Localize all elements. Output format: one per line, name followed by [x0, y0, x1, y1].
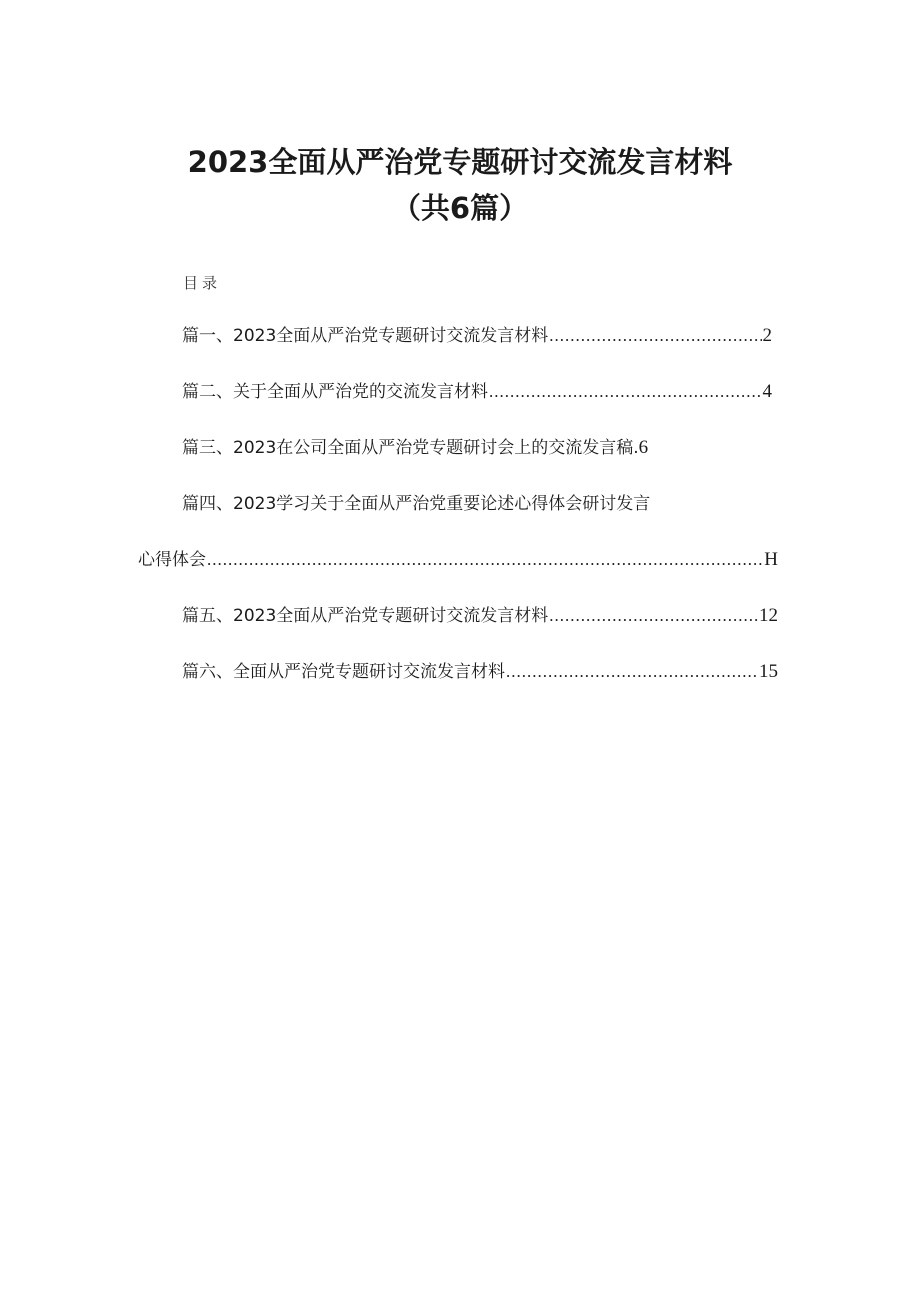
- toc-leader-dots: [207, 548, 763, 572]
- toc-leader-dots: [489, 380, 762, 404]
- toc-entry-label: 篇二、关于全面从严治党的交流发言材料: [182, 382, 488, 402]
- toc-entry-4[interactable]: [138, 548, 778, 572]
- toc-entry-label: 心得体会: [138, 550, 206, 570]
- document-title-line2: （共6篇）: [391, 191, 529, 225]
- toc-leader-dots: [549, 324, 761, 348]
- toc-leader-dots: [506, 660, 758, 684]
- toc-heading: 目录: [183, 274, 222, 292]
- toc-leader-dots: [549, 604, 758, 628]
- document-title-line1: 2023全面从严治党专题研讨交流发言材料: [187, 145, 733, 179]
- toc-entry-label: 篇五、2023全面从严治党专题研讨交流发言材料: [182, 606, 549, 626]
- toc-entry-3[interactable]: [182, 436, 648, 460]
- toc-entry-4-line1[interactable]: 篇四、2023学习关于全面从严治党重要论述心得体会研讨发言: [182, 494, 651, 514]
- toc-entry-1[interactable]: [182, 324, 772, 348]
- toc-entry-page: 2: [762, 325, 772, 346]
- toc-entry-page: 4: [762, 381, 772, 402]
- toc-entry-5[interactable]: [182, 604, 778, 628]
- toc-entry-page: 15: [759, 661, 778, 682]
- toc-entry-page: 12: [759, 605, 778, 626]
- toc-entry-2[interactable]: [182, 380, 772, 404]
- toc-entry-label: 篇一、2023全面从严治党专题研讨交流发言材料: [182, 326, 549, 346]
- toc-entry-label: 篇六、全面从严治党专题研讨交流发言材料: [182, 662, 505, 682]
- toc-entry-page: H: [764, 549, 778, 570]
- toc-entry-page: 6: [638, 437, 649, 458]
- toc-entry-label: 篇三、2023在公司全面从严治党专题研讨会上的交流发言稿.: [182, 438, 639, 458]
- toc-entry-6[interactable]: [182, 660, 778, 684]
